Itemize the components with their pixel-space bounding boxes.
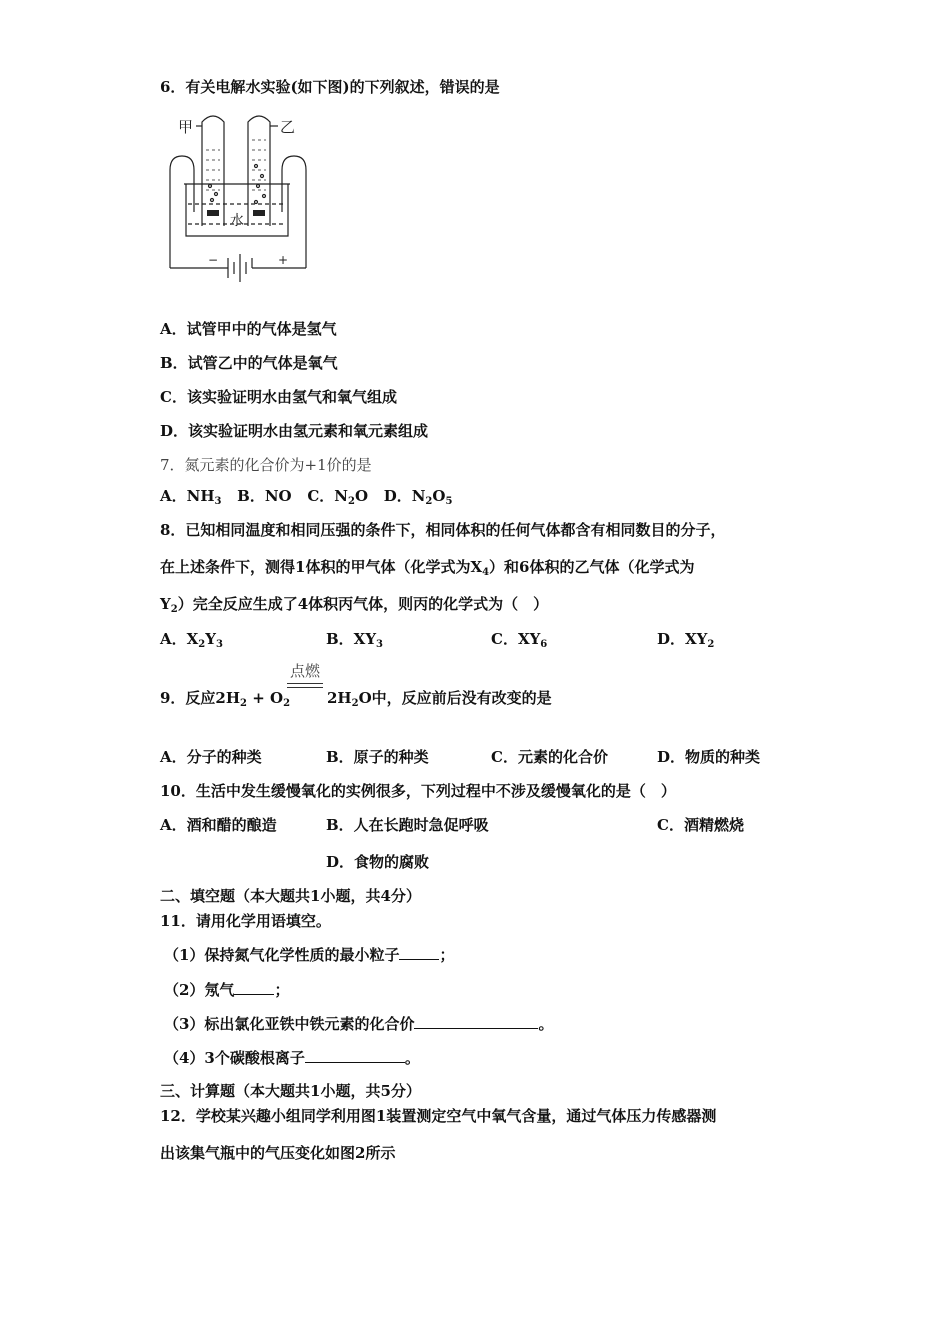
answer-blank-1[interactable]	[399, 944, 439, 960]
q10-option-c: C．酒精燃烧	[657, 816, 744, 834]
section-calculation: 三、计算题（本大题共1小题，共5分）	[160, 1082, 421, 1100]
q11-item-2: （2）氖气 ；	[164, 981, 290, 999]
q8-line2: 在上述条件下，测得1体积的甲气体（化学式为$X_4$）和6体积的乙气体（化学式为	[160, 558, 695, 578]
equals-line-top	[287, 683, 323, 684]
q7-option-c: C．$N_2O$	[307, 487, 369, 507]
q11-item-1: （1）保持氮气化学性质的最小粒子 ；	[164, 946, 455, 964]
q7-option-a: A．$NH_3$	[160, 487, 222, 507]
reaction-condition: 点燃	[289, 662, 320, 680]
electrolysis-diagram	[160, 108, 320, 298]
negative-terminal: −	[208, 253, 219, 267]
q10-stem: 10．生活中发生缓慢氧化的实例很多，下列过程中不涉及缓慢氧化的是（ ）	[160, 782, 676, 800]
q8-line3: $Y_2$）完全反应生成了4体积丙气体，则丙的化学式为（ ）	[160, 595, 549, 615]
left-tube-label: 甲	[178, 118, 194, 136]
answer-blank-2[interactable]	[234, 979, 274, 995]
q9-option-a: A．分子的种类	[160, 748, 262, 766]
q12-line2: 出该集气瓶中的气压变化如图2所示	[160, 1144, 396, 1162]
q6-option-b: B．试管乙中的气体是氧气	[160, 354, 338, 372]
q9-stem-tail: $2H_2O$中，反应前后没有改变的是	[327, 689, 552, 709]
answer-blank-4[interactable]	[305, 1047, 405, 1063]
q6-stem: 6．有关电解水实验(如下图)的下列叙述，错误的是	[160, 78, 500, 96]
q7-option-d: D．$N_2O_5$	[383, 487, 453, 507]
q8-option-d: D．$XY_2$	[657, 630, 715, 650]
q12-line1: 12．学校某兴趣小组同学利用图1装置测定空气中氧气含量，通过气体压力传感器测	[160, 1107, 717, 1125]
q9-option-b: B．原子的种类	[326, 748, 429, 766]
q9-option-c: C．元素的化合价	[491, 748, 608, 766]
water-label: 水	[230, 213, 244, 229]
q7-option-b: B．NO	[237, 487, 292, 505]
q8-line1: 8．已知相同温度和相同压强的条件下，相同体积的任何气体都含有相同数目的分子，	[160, 521, 726, 539]
q11-item-3: （3）标出氯化亚铁中铁元素的化合价 。	[164, 1015, 554, 1033]
q10-option-d: D．食物的腐败	[326, 853, 430, 871]
q9-stem: 9．反应$2H_2 + O_2$	[160, 689, 291, 709]
q6-option-a: A．试管甲中的气体是氢气	[160, 320, 337, 338]
q6-option-d: D．该实验证明水由氢元素和氧元素组成	[160, 422, 429, 440]
q7-stem: 7．氮元素的化合价为+1价的是	[160, 456, 372, 474]
q6-option-c: C．该实验证明水由氢气和氧气组成	[160, 388, 397, 406]
q10-option-a: A．酒和醋的酿造	[160, 816, 277, 834]
q11-item-4: （4）3个碳酸根离子 。	[164, 1049, 420, 1067]
q7-options	[160, 486, 452, 506]
q11-stem: 11．请用化学用语填空。	[160, 912, 331, 930]
section-fill-in: 二、填空题（本大题共1小题，共4分）	[160, 887, 421, 905]
q10-option-b: B．人在长跑时急促呼吸	[326, 816, 489, 834]
equals-line-bottom	[287, 687, 323, 688]
q8-option-b: B．$XY_3$	[326, 630, 383, 650]
answer-blank-3[interactable]	[414, 1013, 538, 1029]
q8-option-a: A．$X_2Y_3$	[160, 630, 223, 650]
q8-option-c: C．$XY_6$	[491, 630, 548, 650]
right-tube-label: 乙	[280, 118, 296, 136]
q9-option-d: D．物质的种类	[657, 748, 761, 766]
positive-terminal: +	[278, 253, 289, 267]
